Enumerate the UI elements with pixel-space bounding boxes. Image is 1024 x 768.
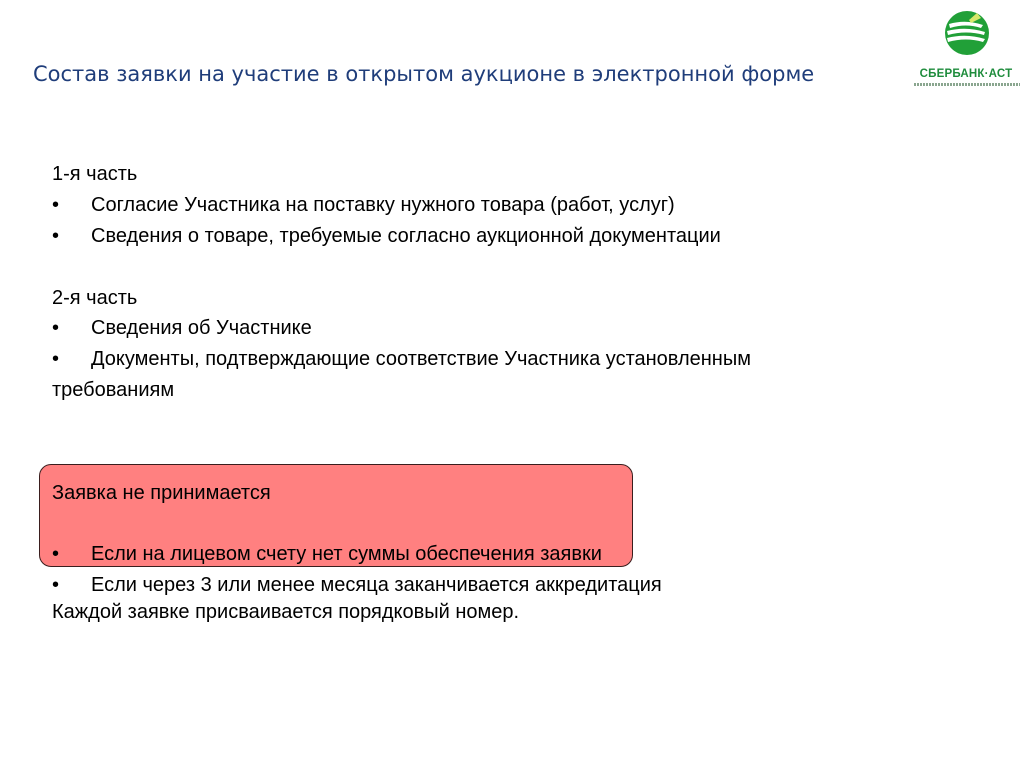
- list-item-text: Если на лицевом счету нет суммы обеспечения заявки: [91, 543, 602, 565]
- list-item-text: Согласие Участника на поставку нужного товара (работ, услуг): [91, 194, 675, 216]
- list-item-text: Сведения об Участнике: [91, 317, 312, 339]
- logo-text: СБЕРБАНК·АСТ: [919, 68, 1013, 80]
- sberbank-ast-logo: [912, 10, 1020, 90]
- part2-heading: 2-я часть: [52, 287, 138, 309]
- numbering-note: Каждой заявке присваивается порядковый номер.: [52, 601, 520, 623]
- rejection-heading: Заявка не принимается: [52, 482, 271, 504]
- bullet-icon: •: [52, 194, 60, 216]
- bullet-icon: •: [52, 225, 60, 247]
- bullet-icon: •: [52, 543, 60, 565]
- list-item-text: Документы, подтверждающие соответствие Участника установленным: [91, 348, 751, 370]
- part2-continuation: требованиям: [52, 379, 175, 401]
- bullet-icon: •: [52, 574, 60, 596]
- slide-title: Состав заявки на участие в открытом аукционе в электронной форме: [33, 62, 815, 86]
- sberbank-logo-icon: [944, 10, 990, 56]
- bullet-icon: •: [52, 317, 60, 339]
- logo-subtitle-line: [914, 83, 1020, 86]
- bullet-icon: •: [52, 348, 60, 370]
- part1-heading: 1-я часть: [52, 163, 138, 185]
- list-item-text: Сведения о товаре, требуемые согласно аукционной документации: [91, 225, 721, 247]
- list-item-text: Если через 3 или менее месяца заканчивается аккредитация: [91, 574, 662, 596]
